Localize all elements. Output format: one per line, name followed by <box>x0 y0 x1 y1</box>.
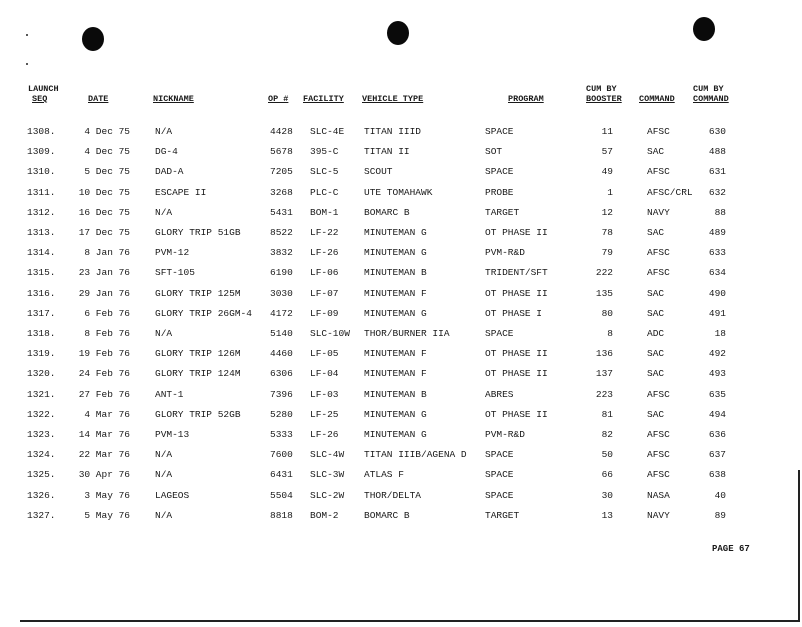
cell-cum-command: 488 <box>708 146 726 158</box>
cell-command: SAC <box>647 146 665 158</box>
cell-vehicle-type: MINUTEMAN G <box>364 429 427 440</box>
cell-op: 5431 <box>270 206 293 218</box>
table-row <box>0 490 802 510</box>
cell-date: 8 Feb 76 <box>84 328 130 339</box>
cell-program: OT PHASE II <box>485 287 548 299</box>
cell-seq: 1327. <box>27 509 56 521</box>
cell-cum-booster: 13 <box>601 509 613 521</box>
cell-vehicle-type: ATLAS F <box>364 469 404 481</box>
cell-program: OT PHASE II <box>485 227 548 238</box>
cell-date: 3 May 76 <box>84 489 130 501</box>
table-row <box>0 348 802 368</box>
cell-date: 5 May 76 <box>84 509 130 521</box>
cell-seq: 1315. <box>27 267 56 279</box>
cell-vehicle-type: TITAN IIIB/AGENA D <box>364 449 467 461</box>
cell-command: AFSC <box>647 126 670 137</box>
cell-vehicle-type: MINUTEMAN G <box>364 227 427 238</box>
cell-seq: 1308. <box>27 126 56 137</box>
cell-vehicle-type: THOR/DELTA <box>364 489 422 501</box>
cell-cum-booster: 81 <box>601 408 613 420</box>
speck <box>26 63 28 65</box>
cell-facility: PLC-C <box>310 186 339 198</box>
cell-date: 5 Dec 75 <box>84 166 130 178</box>
table-row <box>0 368 802 388</box>
table-row <box>0 227 802 247</box>
cell-op: 5280 <box>270 408 293 420</box>
cell-nickname: GLORY TRIP 125M <box>155 287 241 299</box>
header-launch-seq: LAUNCH SEQ <box>28 84 59 104</box>
cell-vehicle-type: BOMARC B <box>364 206 410 218</box>
cell-op: 5333 <box>270 429 293 440</box>
cell-cum-command: 18 <box>714 328 726 339</box>
cell-facility: LF-05 <box>310 348 339 360</box>
cell-nickname: N/A <box>155 469 173 481</box>
table-row <box>0 267 802 287</box>
cell-nickname: ESCAPE II <box>155 186 207 198</box>
cell-cum-command: 89 <box>714 509 726 521</box>
cell-vehicle-type: MINUTEMAN F <box>364 348 427 360</box>
cell-cum-command: 490 <box>708 287 726 299</box>
cell-op: 6431 <box>270 469 293 481</box>
frame-edge-bottom <box>20 620 800 622</box>
table-row <box>0 308 802 328</box>
cell-cum-booster: 57 <box>601 146 613 158</box>
cell-date: 10 Dec 75 <box>78 186 130 198</box>
cell-cum-command: 494 <box>708 408 726 420</box>
cell-date: 8 Jan 76 <box>84 247 130 259</box>
cell-nickname: N/A <box>155 449 173 461</box>
cell-cum-command: 638 <box>708 469 726 481</box>
table-row <box>0 288 802 308</box>
cell-command: SAC <box>647 368 665 380</box>
cell-cum-command: 88 <box>714 206 726 218</box>
cell-seq: 1311. <box>27 186 56 198</box>
cell-cum-command: 636 <box>708 429 726 440</box>
cell-nickname: GLORY TRIP 26GM-4 <box>155 307 252 319</box>
cell-program: OT PHASE I <box>485 307 543 319</box>
cell-seq: 1312. <box>27 206 56 218</box>
cell-vehicle-type: MINUTEMAN G <box>364 408 427 420</box>
cell-facility: SLC-10W <box>310 328 350 339</box>
cell-cum-booster: 80 <box>601 307 613 319</box>
cell-seq: 1319. <box>27 348 56 360</box>
cell-seq: 1324. <box>27 449 56 461</box>
cell-cum-command: 631 <box>708 166 726 178</box>
cell-program: SPACE <box>485 489 514 501</box>
cell-nickname: DAD-A <box>155 166 184 178</box>
cell-cum-command: 630 <box>708 126 726 137</box>
cell-command: AFSC/CRL <box>647 186 693 198</box>
cell-op: 3832 <box>270 247 293 259</box>
cell-facility: LF-25 <box>310 408 339 420</box>
cell-facility: LF-26 <box>310 429 339 440</box>
cell-cum-booster: 12 <box>601 206 613 218</box>
cell-facility: LF-26 <box>310 247 339 259</box>
cell-command: AFSC <box>647 247 670 259</box>
cell-nickname: PVM-12 <box>155 247 190 259</box>
header-op: OP # <box>268 94 289 104</box>
cell-nickname: LAGEOS <box>155 489 190 501</box>
cell-nickname: N/A <box>155 206 173 218</box>
cell-op: 8522 <box>270 227 293 238</box>
cell-cum-command: 632 <box>708 186 726 198</box>
cell-nickname: GLORY TRIP 126M <box>155 348 241 360</box>
header-cum-command: CUM BY COMMAND <box>693 84 729 104</box>
cell-op: 7396 <box>270 388 293 400</box>
cell-cum-command: 637 <box>708 449 726 461</box>
cell-op: 4172 <box>270 307 293 319</box>
cell-vehicle-type: MINUTEMAN F <box>364 368 427 380</box>
cell-seq: 1325. <box>27 469 56 481</box>
cell-vehicle-type: MINUTEMAN B <box>364 388 427 400</box>
cell-date: 17 Dec 75 <box>78 227 130 238</box>
cell-seq: 1320. <box>27 368 56 380</box>
cell-cum-booster: 78 <box>601 227 613 238</box>
cell-vehicle-type: MINUTEMAN G <box>364 307 427 319</box>
speck <box>26 34 28 36</box>
cell-cum-booster: 11 <box>601 126 613 137</box>
cell-seq: 1310. <box>27 166 56 178</box>
cell-facility: BOM-1 <box>310 206 339 218</box>
cell-cum-command: 491 <box>708 307 726 319</box>
cell-vehicle-type: MINUTEMAN G <box>364 247 427 259</box>
cell-nickname: PVM-13 <box>155 429 190 440</box>
cell-vehicle-type: SCOUT <box>364 166 393 178</box>
cell-seq: 1326. <box>27 489 56 501</box>
cell-nickname: ANT-1 <box>155 388 184 400</box>
cell-cum-booster: 66 <box>601 469 613 481</box>
cell-date: 4 Mar 76 <box>84 408 130 420</box>
cell-date: 23 Jan 76 <box>78 267 130 279</box>
cell-date: 19 Feb 76 <box>78 348 130 360</box>
cell-op: 7205 <box>270 166 293 178</box>
cell-facility: SLC-5 <box>310 166 339 178</box>
cell-date: 27 Feb 76 <box>78 388 130 400</box>
cell-cum-booster: 222 <box>595 267 613 279</box>
cell-facility: LF-04 <box>310 368 339 380</box>
cell-cum-booster: 82 <box>601 429 613 440</box>
cell-program: PVM-R&D <box>485 429 525 440</box>
cell-command: SAC <box>647 408 665 420</box>
cell-seq: 1316. <box>27 287 56 299</box>
cell-command: AFSC <box>647 166 670 178</box>
table-row <box>0 146 802 166</box>
cell-program: SPACE <box>485 328 514 339</box>
cell-cum-booster: 223 <box>595 388 613 400</box>
cell-cum-booster: 1 <box>607 186 613 198</box>
cell-date: 22 Mar 76 <box>78 449 130 461</box>
cell-program: OT PHASE II <box>485 408 548 420</box>
cell-facility: LF-09 <box>310 307 339 319</box>
header-nickname: NICKNAME <box>153 94 194 104</box>
header-command: COMMAND <box>639 94 675 104</box>
cell-facility: LF-22 <box>310 227 339 238</box>
cell-date: 14 Mar 76 <box>78 429 130 440</box>
cell-command: NASA <box>647 489 670 501</box>
cell-program: SPACE <box>485 166 514 178</box>
cell-command: AFSC <box>647 449 670 461</box>
cell-cum-command: 635 <box>708 388 726 400</box>
cell-op: 5140 <box>270 328 293 339</box>
cell-nickname: N/A <box>155 126 173 137</box>
cell-cum-command: 493 <box>708 368 726 380</box>
table-row <box>0 207 802 227</box>
table-row <box>0 247 802 267</box>
cell-vehicle-type: THOR/BURNER IIA <box>364 328 450 339</box>
cell-cum-command: 634 <box>708 267 726 279</box>
cell-facility: SLC-4W <box>310 449 345 461</box>
cell-seq: 1317. <box>27 307 56 319</box>
cell-cum-command: 489 <box>708 227 726 238</box>
cell-seq: 1321. <box>27 388 56 400</box>
cell-seq: 1309. <box>27 146 56 158</box>
header-date: DATE <box>88 94 109 104</box>
table-row <box>0 126 802 146</box>
cell-vehicle-type: UTE TOMAHAWK <box>364 186 433 198</box>
cell-cum-command: 40 <box>714 489 726 501</box>
cell-date: 29 Jan 76 <box>78 287 130 299</box>
cell-date: 6 Feb 76 <box>84 307 130 319</box>
cell-seq: 1314. <box>27 247 56 259</box>
cell-cum-booster: 30 <box>601 489 613 501</box>
cell-nickname: N/A <box>155 509 173 521</box>
cell-facility: BOM-2 <box>310 509 339 521</box>
table-row <box>0 389 802 409</box>
cell-op: 6306 <box>270 368 293 380</box>
cell-command: AFSC <box>647 388 670 400</box>
cell-program: SPACE <box>485 126 514 137</box>
cell-seq: 1313. <box>27 227 56 238</box>
header-program: PROGRAM <box>508 94 544 104</box>
cell-facility: LF-06 <box>310 267 339 279</box>
table-row <box>0 510 802 530</box>
cell-vehicle-type: MINUTEMAN F <box>364 287 427 299</box>
cell-op: 3268 <box>270 186 293 198</box>
cell-program: OT PHASE II <box>485 368 548 380</box>
cell-program: TRIDENT/SFT <box>485 267 548 279</box>
cell-seq: 1323. <box>27 429 56 440</box>
cell-cum-booster: 136 <box>595 348 613 360</box>
cell-op: 5504 <box>270 489 293 501</box>
cell-command: AFSC <box>647 267 670 279</box>
cell-op: 4428 <box>270 126 293 137</box>
header-vehicle-type: VEHICLE TYPE <box>362 94 424 104</box>
cell-nickname: GLORY TRIP 124M <box>155 368 241 380</box>
table-row <box>0 429 802 449</box>
frame-edge-right <box>798 470 800 622</box>
cell-seq: 1322. <box>27 408 56 420</box>
cell-cum-command: 633 <box>708 247 726 259</box>
cell-facility: 395-C <box>310 146 339 158</box>
punch-hole-left <box>82 27 104 51</box>
cell-cum-booster: 137 <box>595 368 613 380</box>
cell-cum-booster: 49 <box>601 166 613 178</box>
cell-cum-booster: 8 <box>607 328 613 339</box>
cell-program: PVM-R&D <box>485 247 525 259</box>
cell-program: TARGET <box>485 206 520 218</box>
punch-hole-right <box>693 17 715 41</box>
cell-date: 4 Dec 75 <box>84 146 130 158</box>
cell-facility: LF-03 <box>310 388 339 400</box>
header-cum-booster: CUM BY BOOSTER <box>586 84 622 104</box>
cell-cum-booster: 50 <box>601 449 613 461</box>
cell-date: 24 Feb 76 <box>78 368 130 380</box>
table-row <box>0 449 802 469</box>
cell-cum-booster: 135 <box>595 287 613 299</box>
cell-program: SPACE <box>485 449 514 461</box>
cell-program: ABRES <box>485 388 514 400</box>
cell-nickname: GLORY TRIP 51GB <box>155 227 241 238</box>
cell-program: SOT <box>485 146 503 158</box>
cell-nickname: GLORY TRIP 52GB <box>155 408 241 420</box>
cell-command: NAVY <box>647 509 670 521</box>
table-row <box>0 469 802 489</box>
cell-facility: LF-07 <box>310 287 339 299</box>
table-row <box>0 328 802 348</box>
cell-cum-booster: 79 <box>601 247 613 259</box>
cell-nickname: N/A <box>155 328 173 339</box>
cell-op: 6190 <box>270 267 293 279</box>
header-facility: FACILITY <box>303 94 344 104</box>
cell-program: OT PHASE II <box>485 348 548 360</box>
cell-facility: SLC-2W <box>310 489 345 501</box>
punch-hole-center <box>387 21 409 45</box>
cell-vehicle-type: MINUTEMAN B <box>364 267 427 279</box>
cell-date: 30 Apr 76 <box>78 469 130 481</box>
cell-command: AFSC <box>647 429 670 440</box>
cell-date: 4 Dec 75 <box>84 126 130 137</box>
cell-date: 16 Dec 75 <box>78 206 130 218</box>
table-row <box>0 187 802 207</box>
cell-program: TARGET <box>485 509 520 521</box>
cell-seq: 1318. <box>27 328 56 339</box>
cell-cum-command: 492 <box>708 348 726 360</box>
cell-nickname: SFT-105 <box>155 267 195 279</box>
cell-vehicle-type: BOMARC B <box>364 509 410 521</box>
cell-command: ADC <box>647 328 665 339</box>
cell-vehicle-type: TITAN II <box>364 146 410 158</box>
cell-command: SAC <box>647 348 665 360</box>
cell-program: PROBE <box>485 186 514 198</box>
cell-op: 5678 <box>270 146 293 158</box>
table-row <box>0 409 802 429</box>
cell-command: SAC <box>647 287 665 299</box>
cell-op: 4460 <box>270 348 293 360</box>
cell-vehicle-type: TITAN IIID <box>364 126 422 137</box>
cell-program: SPACE <box>485 469 514 481</box>
page-number: PAGE 67 <box>712 544 750 554</box>
cell-op: 3030 <box>270 287 293 299</box>
cell-command: NAVY <box>647 206 670 218</box>
table-row <box>0 166 802 186</box>
cell-facility: SLC-4E <box>310 126 345 137</box>
cell-facility: SLC-3W <box>310 469 345 481</box>
cell-command: SAC <box>647 227 665 238</box>
cell-command: SAC <box>647 307 665 319</box>
cell-command: AFSC <box>647 469 670 481</box>
cell-op: 7600 <box>270 449 293 461</box>
cell-nickname: DG-4 <box>155 146 178 158</box>
cell-op: 8818 <box>270 509 293 521</box>
